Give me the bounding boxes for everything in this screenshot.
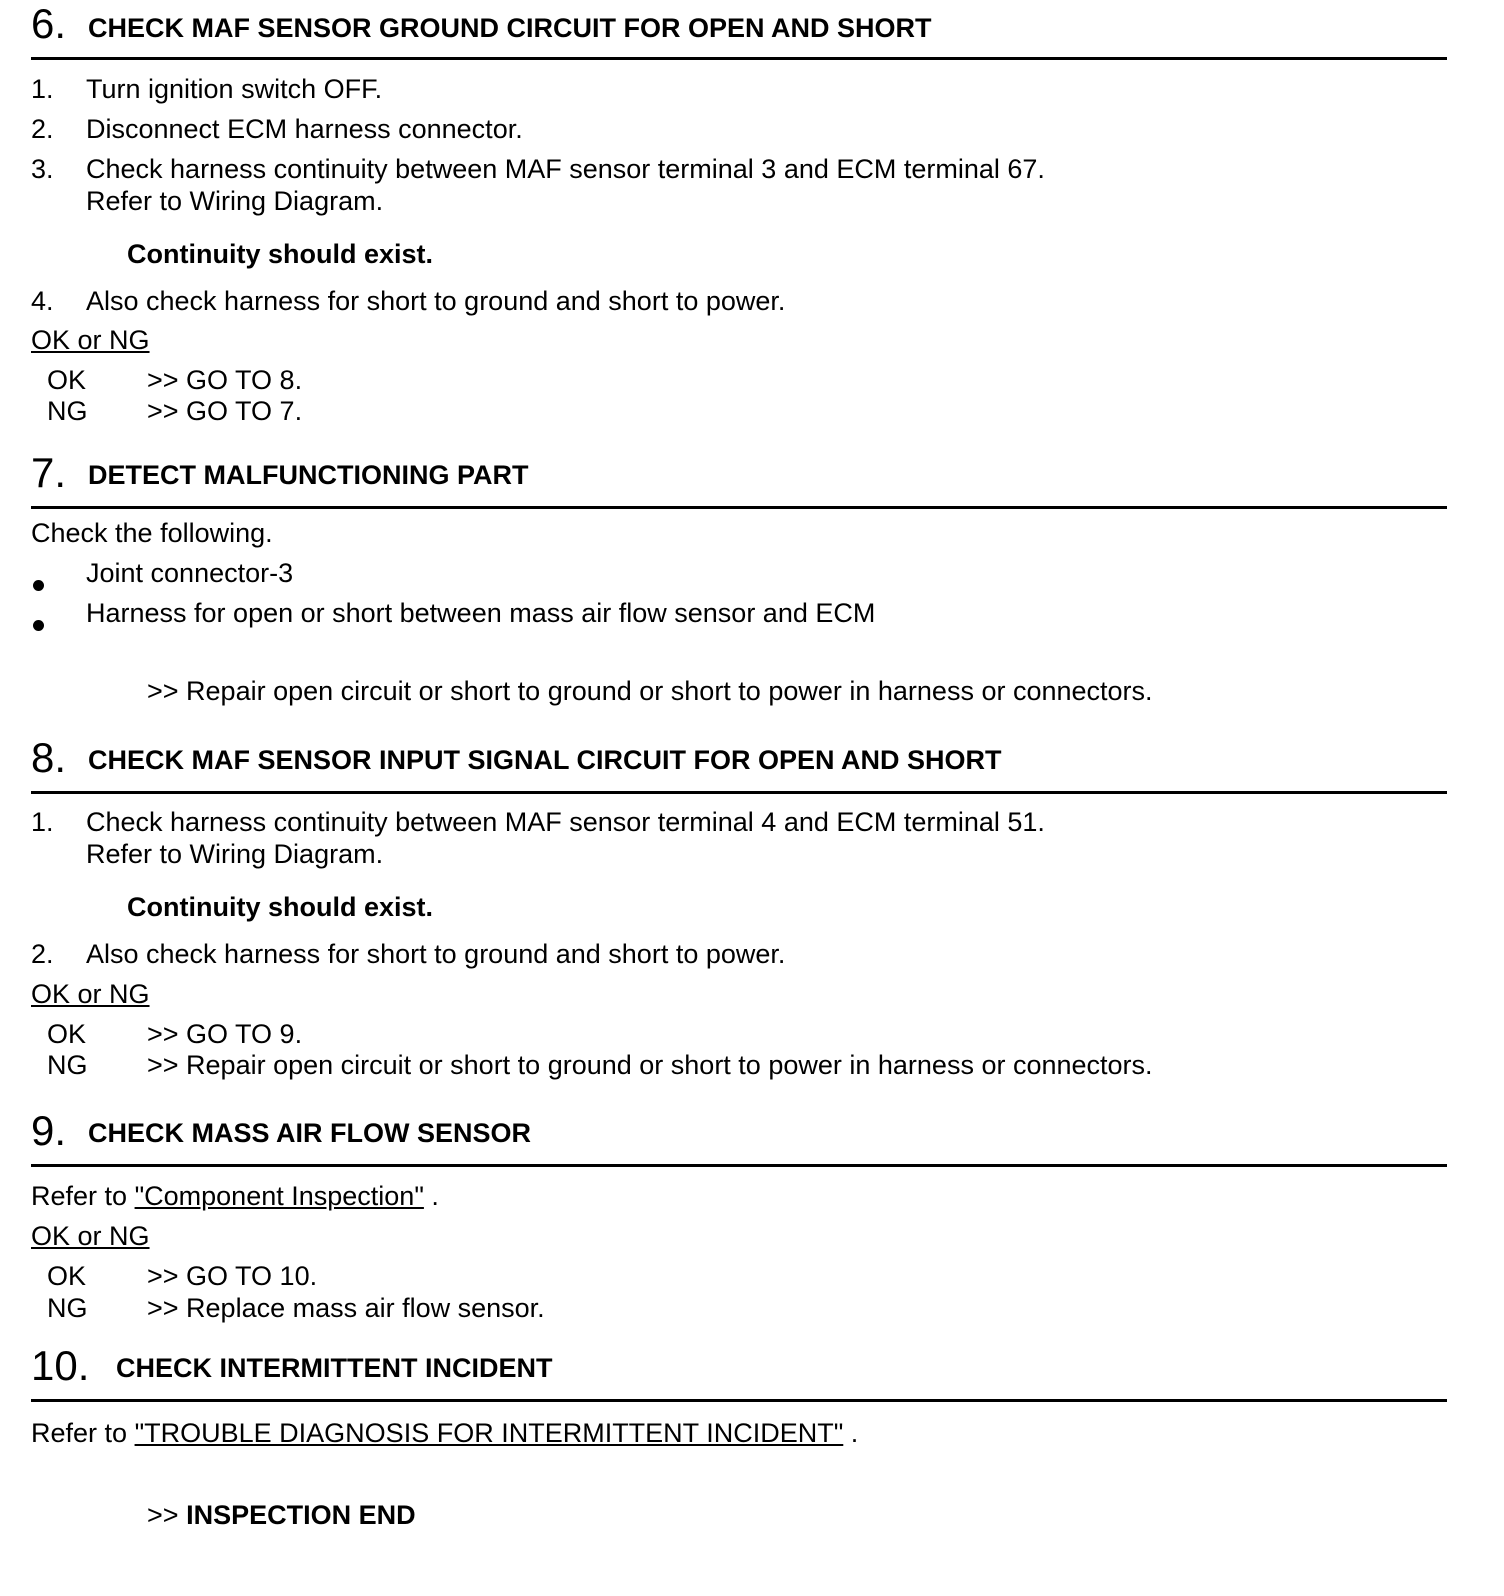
- step-number: 1.: [31, 807, 54, 837]
- section-9-rule: [31, 1164, 1447, 1167]
- result-action: >> GO TO 10.: [147, 1261, 318, 1291]
- section-6-rule: [31, 57, 1447, 60]
- ok-or-ng-label: OK or NG: [31, 325, 150, 355]
- bullet-item: Joint connector-3: [86, 558, 294, 588]
- section-7-title: DETECT MALFUNCTIONING PART: [88, 460, 529, 490]
- refer-prefix: Refer to: [31, 1181, 128, 1211]
- section-9-title: CHECK MASS AIR FLOW SENSOR: [88, 1118, 532, 1148]
- step-text: Turn ignition switch OFF.: [86, 74, 383, 104]
- ok-or-ng-label: OK or NG: [31, 979, 150, 1009]
- intro-text: Check the following.: [31, 518, 273, 548]
- section-8-number: 8.: [31, 734, 67, 781]
- section-9-number: 9.: [31, 1107, 67, 1154]
- section-6-title: CHECK MAF SENSOR GROUND CIRCUIT FOR OPEN AND SHORT: [88, 13, 932, 43]
- section-10-number: 10.: [31, 1342, 90, 1389]
- step-subtext: Refer to Wiring Diagram.: [86, 839, 384, 869]
- section-10-title: CHECK INTERMITTENT INCIDENT: [116, 1353, 553, 1383]
- continuity-note: Continuity should exist.: [127, 892, 434, 922]
- bullet-icon: [33, 580, 44, 591]
- step-text: Also check harness for short to ground and short to power.: [86, 939, 786, 969]
- section-7-rule: [31, 506, 1447, 509]
- step-number: 4.: [31, 286, 54, 316]
- continuity-note: Continuity should exist.: [127, 239, 434, 269]
- step-text: Check harness continuity between MAF sensor terminal 3 and ECM terminal 67.: [86, 154, 1045, 184]
- step-text: Check harness continuity between MAF sensor terminal 4 and ECM terminal 51.: [86, 807, 1045, 837]
- section-8-rule: [31, 791, 1447, 794]
- step-text: Disconnect ECM harness connector.: [86, 114, 523, 144]
- refer-suffix: .: [431, 1181, 439, 1211]
- refer-prefix: Refer to: [31, 1418, 128, 1448]
- result-key-ok: OK: [47, 365, 87, 395]
- result-key-ng: NG: [47, 396, 88, 426]
- ok-or-ng-label: OK or NG: [31, 1221, 150, 1251]
- intermittent-incident-link[interactable]: "TROUBLE DIAGNOSIS FOR INTERMITTENT INCIDENT": [134, 1418, 844, 1448]
- bullet-icon: [33, 620, 44, 631]
- refer-line: [31, 1417, 858, 1449]
- bullet-item: Harness for open or short between mass air flow sensor and ECM: [86, 598, 876, 628]
- section-8-title: CHECK MAF SENSOR INPUT SIGNAL CIRCUIT FOR OPEN AND SHORT: [88, 745, 1002, 775]
- section-6-number: 6.: [31, 0, 67, 47]
- step-text: Also check harness for short to ground and short to power.: [86, 286, 786, 316]
- section-10-rule: [31, 1399, 1447, 1402]
- result-key-ok: OK: [47, 1019, 87, 1049]
- inspection-end-label: INSPECTION END: [186, 1500, 416, 1530]
- step-number: 3.: [31, 154, 54, 184]
- result-key-ok: OK: [47, 1261, 87, 1291]
- result-action: >> GO TO 7.: [147, 396, 303, 426]
- result-action: >> Repair open circuit or short to ground or short to power in harness or connectors.: [147, 1050, 1153, 1080]
- refer-line: [31, 1180, 439, 1212]
- step-number: 1.: [31, 74, 54, 104]
- step-subtext: Refer to Wiring Diagram.: [86, 186, 384, 216]
- section-7-number: 7.: [31, 449, 67, 496]
- result-action: >> GO TO 9.: [147, 1019, 303, 1049]
- result-action: >> Replace mass air flow sensor.: [147, 1293, 545, 1323]
- component-inspection-link[interactable]: "Component Inspection": [134, 1181, 424, 1211]
- end-arrow: >>: [147, 1500, 179, 1530]
- refer-suffix: .: [850, 1418, 859, 1448]
- result-key-ng: NG: [47, 1293, 88, 1323]
- result-action: >> GO TO 8.: [147, 365, 303, 395]
- step-number: 2.: [31, 114, 54, 144]
- step-number: 2.: [31, 939, 54, 969]
- repair-action: >> Repair open circuit or short to ground or short to power in harness or connectors.: [147, 676, 1153, 706]
- result-key-ng: NG: [47, 1050, 88, 1080]
- inspection-end: [147, 1499, 416, 1531]
